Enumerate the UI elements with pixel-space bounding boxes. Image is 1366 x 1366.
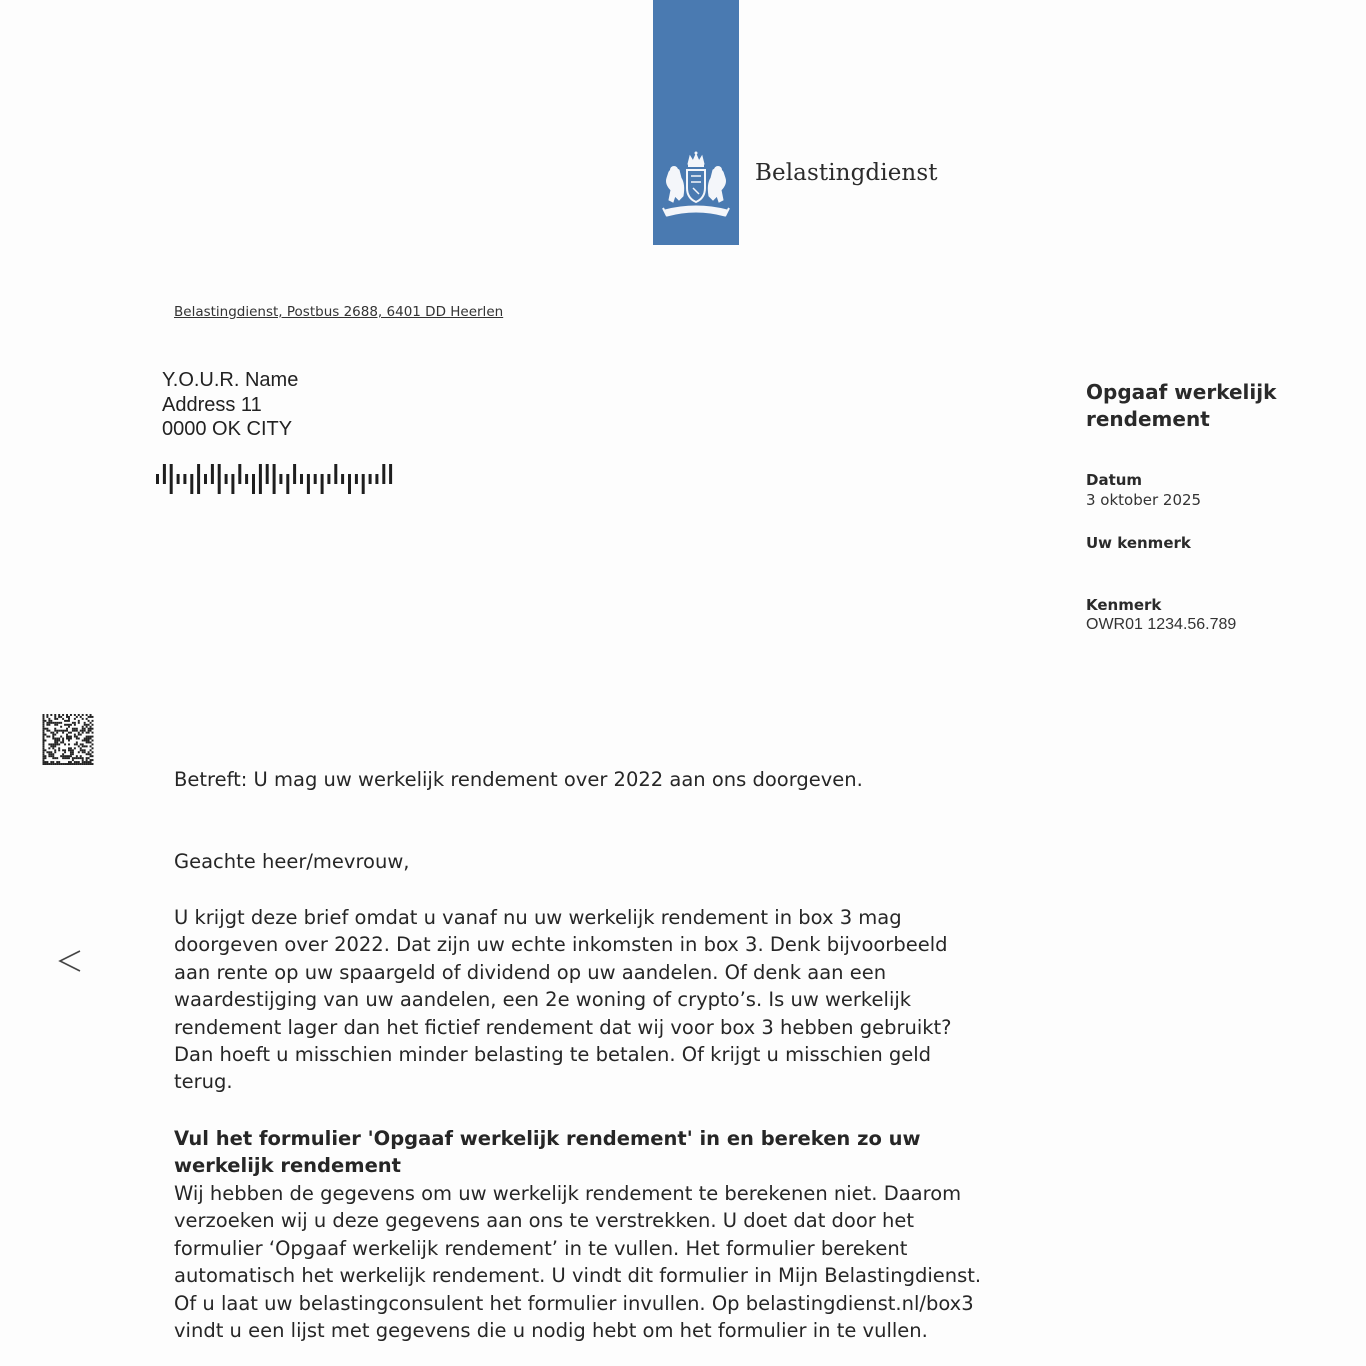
return-address: Belastingdienst, Postbus 2688, 6401 DD Heerlen <box>174 304 504 320</box>
section-heading-line: werkelijk rendement <box>174 1154 401 1178</box>
barcode-bar <box>273 464 276 494</box>
letter-subject: Betreft: U mag uw werkelijk rendement over 2022 aan ons doorgeven. <box>174 768 863 791</box>
barcode-bar <box>211 464 214 484</box>
barcode-bar <box>334 464 337 484</box>
barcode-bar <box>197 464 200 494</box>
paragraph-form-instructions <box>174 1180 1074 1344</box>
paragraph-line: formulier ‘Opgaaf werkelijk rendement’ in te vullen. Het formulier berekent <box>174 1236 908 1260</box>
barcode-bar <box>204 474 207 484</box>
fold-mark-icon <box>56 945 84 977</box>
recipient-city: 0000 OK CITY <box>162 418 293 440</box>
barcode-bar <box>245 474 248 484</box>
paragraph-line: Wij hebben de gegevens om uw werkelijk rendement te berekenen niet. Daarom <box>174 1182 962 1205</box>
barcode-bar <box>321 474 324 494</box>
letter-salutation: Geachte heer/mevrouw, <box>174 850 410 873</box>
paragraph-line: Of u laat uw belastingconsulent het formulier invullen. Op belastingdienst.nl/box3 <box>174 1291 974 1315</box>
barcode-bar <box>252 474 255 494</box>
royal-coat-of-arms-icon <box>659 150 733 228</box>
barcode-bar <box>266 464 269 484</box>
postal-barcode <box>155 462 395 496</box>
paragraph-line: automatisch het werkelijk rendement. U vindt dit formulier in Mijn Belastingdienst. <box>174 1264 982 1288</box>
barcode-bar <box>314 474 317 484</box>
datum-block <box>1086 471 1201 509</box>
barcode-bar <box>382 464 385 484</box>
datum-value: 3 oktober 2025 <box>1086 491 1202 509</box>
recipient-street: Address 11 <box>162 393 262 416</box>
barcode-bar <box>183 474 186 484</box>
barcode-bar <box>231 474 234 494</box>
barcode-bar <box>293 464 296 484</box>
barcode-bar <box>259 464 262 494</box>
paragraph-line: aan rente op uw spaargeld of dividend op uw aandelen. Of denk aan een <box>174 960 887 984</box>
barcode-bar <box>170 464 173 494</box>
barcode-bar <box>389 464 392 484</box>
logo-bar <box>653 0 739 245</box>
uw-kenmerk-block <box>1086 534 1191 552</box>
recipient-name: Y.O.U.R. Name <box>162 369 299 391</box>
datamatrix-code <box>42 714 94 765</box>
barcode-bar <box>218 464 221 494</box>
paragraph-line: rendement lager dan het fictief rendement dat wij voor box 3 hebben gebruikt? <box>174 1015 952 1039</box>
paragraph-line: doorgeven over 2022. Dat zijn uw echte inkomsten in box 3. Denk bijvoorbeeld <box>174 933 948 957</box>
kenmerk-block <box>1086 596 1236 634</box>
barcode-bar <box>300 474 303 484</box>
barcode-bar <box>375 474 378 484</box>
document-title-line: rendement <box>1086 407 1210 431</box>
paragraph-intro <box>174 904 1054 1096</box>
barcode-bar <box>355 474 358 484</box>
section-heading <box>174 1125 1034 1180</box>
barcode-bar <box>341 474 344 484</box>
paragraph-line: vindt u een lijst met gegevens die u nodig hebt om het formulier in te vullen. <box>174 1319 928 1343</box>
barcode-bar <box>279 474 282 484</box>
barcode-bar <box>348 474 351 494</box>
kenmerk-value: OWR01 1234.56.789 <box>1086 616 1237 633</box>
barcode-bar <box>190 474 193 494</box>
kenmerk-label: Kenmerk <box>1086 596 1162 614</box>
document-title <box>1086 379 1276 433</box>
org-name: Belastingdienst <box>755 160 938 186</box>
document-title-line: Opgaaf werkelijk <box>1086 380 1277 404</box>
barcode-bar <box>286 474 289 494</box>
paragraph-line: U krijgt deze brief omdat u vanaf nu uw werkelijk rendement in box 3 mag <box>174 906 902 929</box>
barcode-bar <box>163 464 166 484</box>
barcode-bar <box>362 474 365 494</box>
barcode-bar <box>327 474 330 484</box>
uw-kenmerk-label: Uw kenmerk <box>1086 534 1191 552</box>
paragraph-line: verzoeken wij u deze gegevens aan ons te verstrekken. U doet dat door het <box>174 1209 915 1233</box>
barcode-bar <box>307 474 310 494</box>
recipient-address <box>162 368 298 442</box>
barcode-bar <box>177 474 180 484</box>
barcode-bar <box>238 464 241 484</box>
barcode-bar <box>156 474 159 484</box>
barcode-bar <box>369 474 372 484</box>
section-heading-line: Vul het formulier 'Opgaaf werkelijk rendement' in en bereken zo uw <box>174 1127 921 1150</box>
paragraph-line: waardestijging van uw aandelen, een 2e woning of crypto’s. Is uw werkelijk <box>174 988 912 1012</box>
paragraph-line: Dan hoeft u misschien minder belasting te betalen. Of krijgt u misschien geld <box>174 1043 932 1067</box>
paragraph-line: terug. <box>174 1070 233 1094</box>
datum-label: Datum <box>1086 471 1143 489</box>
barcode-bar <box>225 474 228 484</box>
